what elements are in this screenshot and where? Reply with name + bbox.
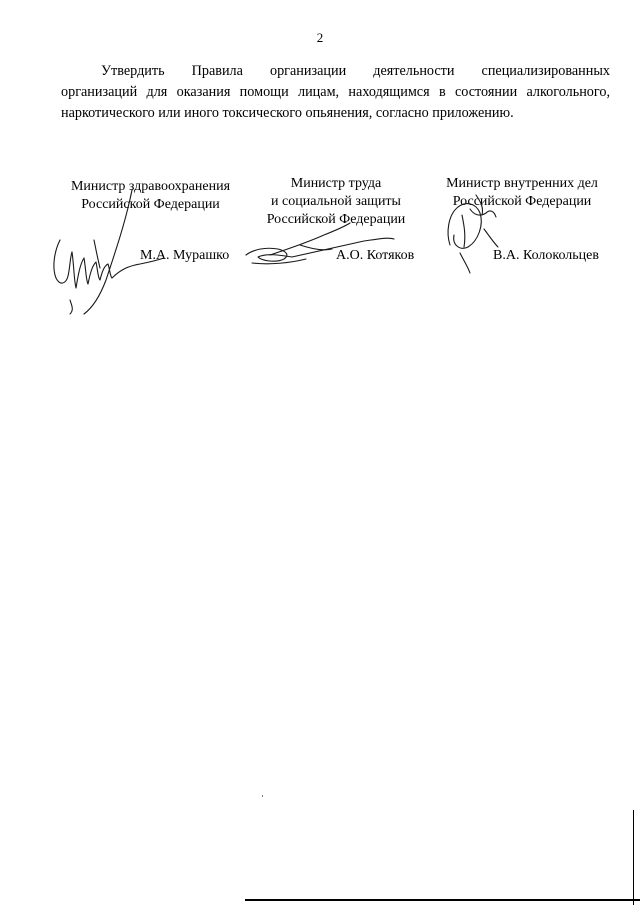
paragraph-line-1: Утвердить Правила организации деятельности специализированных bbox=[101, 63, 610, 79]
signature-kotyakov bbox=[240, 215, 400, 270]
signer-title-line: Министр внутренних дел bbox=[446, 176, 598, 191]
paragraph-line-3: наркотического или иного токсического опьянения, согласно приложению. bbox=[61, 105, 514, 121]
scan-speck bbox=[262, 795, 263, 797]
signer-name-murashko: М.А. Мурашко bbox=[140, 248, 230, 263]
signature-murashko bbox=[40, 180, 170, 315]
signer-name-kotyakov: А.О. Котяков bbox=[336, 248, 415, 263]
signer-title-line: Российской Федерации bbox=[266, 212, 406, 227]
scan-bottom-rule bbox=[245, 899, 640, 901]
signer-title-line: Российской Федерации bbox=[452, 194, 592, 209]
page-number: 2 bbox=[316, 30, 324, 45]
signer-title-line: и социальной защиты bbox=[271, 194, 401, 209]
signer-title-line: Российской Федерации bbox=[81, 197, 220, 212]
resolution-paragraph bbox=[61, 61, 610, 124]
signer-title-line: Министр здравоохранения bbox=[70, 179, 231, 194]
signature-kolokoltsev bbox=[440, 185, 510, 275]
scan-edge-line bbox=[633, 810, 634, 905]
signer-name-kolokoltsev: В.А. Колокольцев bbox=[493, 248, 599, 263]
paragraph-line-2: организаций для оказания помощи лицам, находящимся в состоянии алкогольного, bbox=[61, 84, 610, 100]
signer-title-line: Министр труда bbox=[290, 176, 382, 191]
